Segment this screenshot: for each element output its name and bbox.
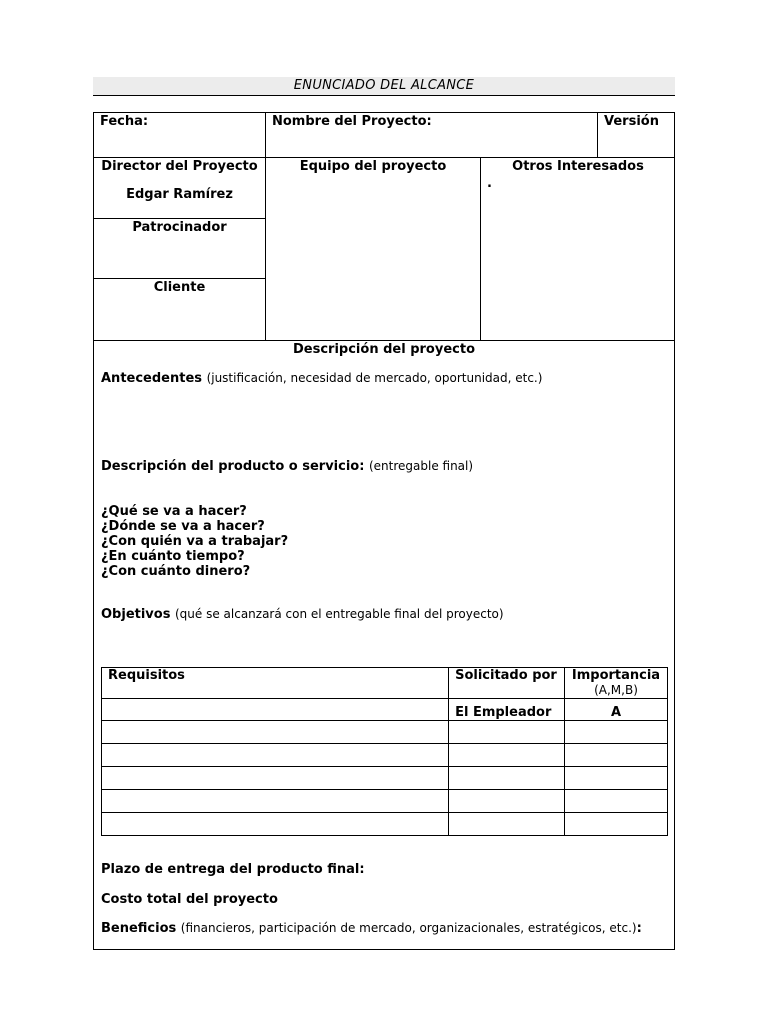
document-title: ENUNCIADO DEL ALCANCE bbox=[93, 77, 675, 96]
otros-cell[interactable] bbox=[480, 157, 675, 341]
importancia-scale: (A,M,B) bbox=[594, 683, 638, 697]
requisito-cell[interactable] bbox=[102, 767, 449, 790]
otros-label: Otros Interesados bbox=[512, 159, 644, 174]
solicitado-cell[interactable] bbox=[449, 744, 565, 767]
requisito-cell[interactable] bbox=[102, 699, 449, 721]
patrocinador-label: Patrocinador bbox=[132, 220, 227, 235]
header-solicitado: Solicitado por bbox=[449, 668, 565, 699]
beneficios-label: Beneficios bbox=[101, 921, 177, 936]
equipo-label: Equipo del proyecto bbox=[299, 159, 447, 174]
nombre-proyecto-field[interactable]: Nombre del Proyecto: bbox=[265, 113, 597, 158]
importancia-cell[interactable] bbox=[564, 813, 667, 836]
cliente-cell[interactable] bbox=[94, 278, 265, 341]
table-row bbox=[102, 744, 668, 767]
beneficios-line[interactable] bbox=[101, 921, 642, 936]
beneficios-colon: : bbox=[636, 921, 642, 936]
version-field[interactable]: Versión bbox=[597, 113, 675, 158]
solicitado-cell[interactable]: El Empleador bbox=[449, 699, 565, 721]
requisitos-table bbox=[101, 667, 668, 836]
table-row bbox=[102, 813, 668, 836]
equipo-cell[interactable] bbox=[265, 157, 480, 341]
objetivos-line[interactable] bbox=[101, 607, 504, 622]
table-row bbox=[102, 790, 668, 813]
table-header-row bbox=[102, 668, 668, 699]
costo-line[interactable]: Costo total del proyecto bbox=[101, 892, 278, 907]
question-item: ¿Dónde se va a hacer? bbox=[101, 519, 265, 534]
descripcion-section bbox=[94, 340, 674, 949]
question-item: ¿En cuánto tiempo? bbox=[101, 549, 245, 564]
solicitado-cell[interactable] bbox=[449, 721, 565, 744]
importancia-cell[interactable] bbox=[564, 790, 667, 813]
requisito-cell[interactable] bbox=[102, 790, 449, 813]
producto-label: Descripción del producto o servicio: bbox=[101, 459, 365, 474]
question-item: ¿Qué se va a hacer? bbox=[101, 504, 247, 519]
descripcion-heading: Descripción del proyecto bbox=[293, 342, 475, 357]
requisito-cell[interactable] bbox=[102, 721, 449, 744]
solicitado-cell[interactable] bbox=[449, 767, 565, 790]
producto-hint: (entregable final) bbox=[368, 459, 474, 473]
importancia-label: Importancia bbox=[571, 668, 661, 683]
objetivos-hint: (qué se alcanzará con el entregable final del proyecto) bbox=[174, 607, 504, 621]
otros-bullet: . bbox=[487, 176, 492, 191]
importancia-cell[interactable] bbox=[564, 767, 667, 790]
antecedentes-label: Antecedentes bbox=[101, 371, 203, 386]
director-label: Director del Proyecto bbox=[101, 159, 258, 174]
patrocinador-cell[interactable] bbox=[94, 218, 265, 278]
importancia-cell[interactable] bbox=[564, 721, 667, 744]
questions-list bbox=[101, 504, 288, 579]
header-importancia bbox=[564, 668, 667, 699]
cliente-label: Cliente bbox=[153, 280, 206, 295]
requisito-cell[interactable] bbox=[102, 744, 449, 767]
table-row bbox=[102, 721, 668, 744]
objetivos-label: Objetivos bbox=[101, 607, 171, 622]
solicitado-cell[interactable] bbox=[449, 790, 565, 813]
solicitado-cell[interactable] bbox=[449, 813, 565, 836]
table-row bbox=[102, 767, 668, 790]
importancia-cell[interactable] bbox=[564, 744, 667, 767]
question-item: ¿Con cuánto dinero? bbox=[101, 564, 251, 579]
director-name: Edgar Ramírez bbox=[126, 187, 233, 202]
antecedentes-hint: (justificación, necesidad de mercado, oportunidad, etc.) bbox=[206, 371, 543, 385]
antecedentes-line[interactable] bbox=[101, 371, 542, 386]
producto-line[interactable] bbox=[101, 459, 473, 474]
header-requisitos: Requisitos bbox=[102, 668, 449, 699]
question-item: ¿Con quién va a trabajar? bbox=[101, 534, 289, 549]
fecha-field[interactable]: Fecha: bbox=[100, 114, 149, 129]
importancia-cell[interactable]: A bbox=[564, 699, 667, 721]
beneficios-hint: (financieros, participación de mercado, organizacionales, estratégicos, etc.) bbox=[180, 921, 637, 935]
table-row bbox=[102, 699, 668, 721]
scope-statement-form bbox=[93, 112, 675, 950]
requisito-cell[interactable] bbox=[102, 813, 449, 836]
director-cell[interactable] bbox=[94, 157, 265, 218]
plazo-line[interactable]: Plazo de entrega del producto final: bbox=[101, 862, 365, 877]
